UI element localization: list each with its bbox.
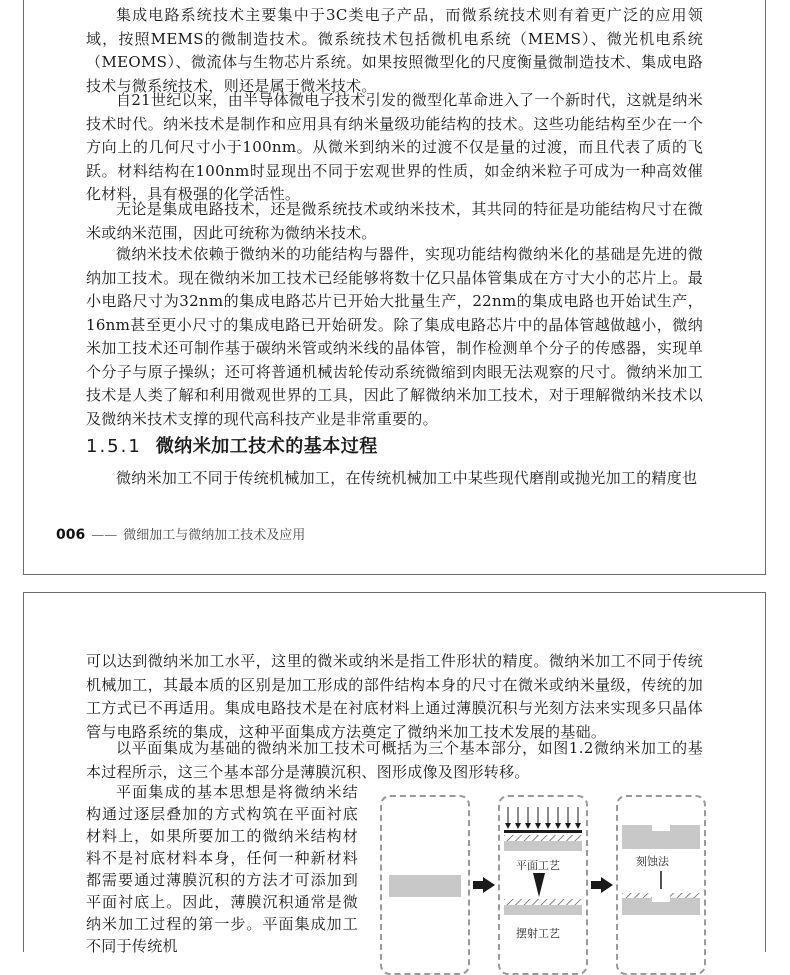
etch-top-icon: [622, 825, 700, 849]
arrow-down-icon: [533, 873, 545, 897]
paragraph: 平面集成的基本思想是将微纳米结构通过逐层叠加的方式构筑在平面衬底材料上，如果所要加工的微纳米结构材料不是衬底材料本身，任何一种新材料都需要通过薄膜沉积的方法才可添加到平面衬底上。因此，薄膜沉积通常是微纳米加工过程的第一步。平面集成加工不同于传统机: [86, 783, 358, 955]
paragraph: 无论是集成电路技术，还是微系统技术或纳米技术，其共同的特征是功能结构尺寸在微米或纳米范围，因此可统称为微纳米技术。: [86, 200, 703, 242]
paragraph: 可以达到微纳米加工水平，这里的微米或纳米是指工件形状的精度。微纳米加工不同于传统机械加工，其最本质的区别是加工形成的部件结构本身的尺寸在微米或纳米量级，传统的加工方式已不再适用。集成电路技术是在衬底材料上通过薄膜沉积与光刻方法来实现多只晶体管与电路系统的集成，这种平面集成方法奠定了微纳米加工技术发展的基础。: [86, 652, 703, 741]
section-title: 微纳米加工技术的基本过程: [155, 436, 378, 457]
substrate-block: [389, 875, 461, 897]
footer-dash: ——: [91, 528, 118, 543]
deposition-arrows-icon: [504, 807, 582, 833]
planar-result-icon: [504, 899, 582, 915]
label-planar-process: 平面工艺: [516, 859, 560, 872]
paragraph: 集成电路系统技术主要集中于3C类电子产品，而微系统技术则有着更广泛的应用领域，按照MEMS的微制造技术。微系统技术包括微机电系统（MEMS）、微光机电系统（MEOMS）、微流体与生物芯片系统。如果按照微型化的尺度衡量微制造技术、集成电路技术与微系统技术，则还是属于微米技术。: [86, 6, 703, 95]
paragraph: 以平面集成为基础的微纳米加工技术可概括为三个基本部分，如图1.2微纳米加工的基本过程所示，这三个基本部分是薄膜沉积、图形成像及图形转移。: [86, 739, 703, 781]
etch-result-icon: [622, 893, 700, 915]
arrow-right-icon: [473, 877, 495, 893]
paragraph: 微纳米技术依赖于微纳米的功能结构与器件，实现功能结构微纳米化的基础是先进的微纳加工技术。现在微纳米加工技术已经能够将数十亿只晶体管集成在方寸大小的芯片上。最小电路尺寸为32nm的集成电路芯片已开始大批量生产，22nm的集成电路也开始试生产，16nm甚至更小尺寸的集成电路已开始研发。除了集成电路芯片中的晶体管越做越小，微纳米加工技术还可制作基于碳纳米管或纳米线的晶体管，制作检测单个分子的传感器，实现单个分子与原子操纵；还可将普通机械齿轮传动系统微缩到肉眼无法观察的尺寸。微纳米加工技术是人类了解和利用微观世界的工具，因此了解微纳米加工技术，对于理解微纳米技术以及微纳米技术支撑的现代高科技产业是非常重要的。: [86, 245, 703, 428]
planar-layers-icon: [504, 835, 582, 851]
page-footer: [56, 524, 305, 543]
label-etch-method: 刻蚀法: [636, 855, 669, 868]
section-heading: [86, 432, 378, 458]
paragraph: 自21世纪以来，由半导体微电子技术引发的微型化革命进入了一个新时代，这就是纳米技术时代。纳米技术是制作和应用具有纳米量级功能结构的技术。这些功能结构至少在一个方向上的几何尺寸小于100nm。从微米到纳米的过渡不仅是量的过渡，而且代表了质的飞跃。材料结构在100nm时显现出不同于宏观世界的性质，如金纳米粒子可成为一种高效催化材料，具有极强的化学活性。: [86, 91, 703, 203]
book-title: 微细加工与微纳加工技术及应用: [123, 528, 306, 543]
paragraph: 微纳米加工不同于传统机械加工，在传统机械加工中某些现代磨削或抛光加工的精度也: [116, 469, 698, 487]
arrow-right-icon: [591, 877, 613, 893]
arrow-down-small-icon: [657, 871, 665, 889]
label-bottom-process: 摆射工艺: [516, 927, 560, 940]
section-number: 1.5.1: [86, 436, 142, 457]
page-number: 006: [56, 527, 86, 543]
figure-micro-nano-process: [380, 795, 720, 955]
